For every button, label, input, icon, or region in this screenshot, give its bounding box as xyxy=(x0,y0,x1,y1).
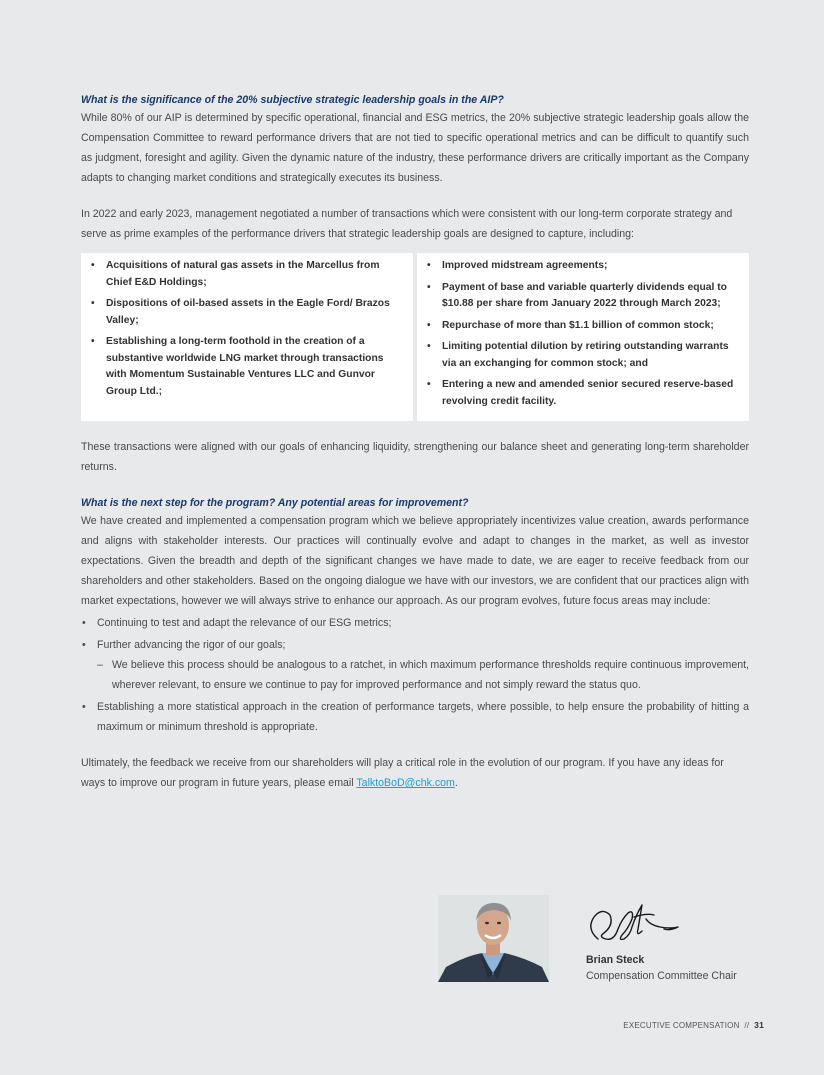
sub-list-item: – We believe this process should be analogous to a ratchet, in which maximum performance thresholds require continuous improvement, wherever relevant, to ensure we continue to pay for improved performance and not simply reward the status quo. xyxy=(97,655,749,695)
question-heading-2: What is the next step for the program? Any potential areas for improvement? xyxy=(81,497,469,509)
signature-image xyxy=(584,899,694,947)
signer-title: Compensation Committee Chair xyxy=(586,970,737,982)
list-item: • Establishing a more statistical approach in the creation of performance targets, where possible, to help ensure the probability of hitting a maximum or minimum threshold is appropriate. xyxy=(81,697,749,737)
email-link[interactable]: TalktoBoD@chk.com xyxy=(356,777,455,789)
signature-block xyxy=(438,895,758,985)
transaction-item: • Repurchase of more than $1.1 billion of common stock; xyxy=(425,318,739,335)
transactions-panel xyxy=(81,253,749,421)
closing-text: Ultimately, the feedback we receive from our shareholders will play a critical role in the evolution of our program. If you have any ideas for ways to improve our program in future years, please email xyxy=(81,757,724,789)
transaction-item: • Acquisitions of natural gas assets in the Marcellus from Chief E&D Holdings; xyxy=(89,258,403,291)
list-item: • Continuing to test and adapt the relevance of our ESG metrics; xyxy=(81,613,749,633)
transaction-item: • Establishing a long-term foothold in the creation of a substantive worldwide LNG market through transactions with Momentum Sustainable Ventures LLC and Gunvor Group Ltd.; xyxy=(89,334,403,400)
closing-paragraph xyxy=(81,753,749,793)
signer-name: Brian Steck xyxy=(586,954,645,966)
page-content xyxy=(81,92,749,793)
list-item xyxy=(81,635,749,695)
transaction-item: • Limiting potential dilution by retiring outstanding warrants via an exchanging for common stock; and xyxy=(425,339,739,372)
intro-paragraph: In 2022 and early 2023, management negotiated a number of transactions which were consistent with our long-term corporate strategy and serve as prime examples of the performance drivers that strategic leadership goals are designed to capture, including: xyxy=(81,208,733,240)
portrait-image xyxy=(438,895,549,982)
transaction-item: • Payment of base and variable quarterly dividends equal to $10.88 per share from January 2022 through March 2023; xyxy=(425,280,739,313)
transaction-item: • Dispositions of oil-based assets in the Eagle Ford/ Brazos Valley; xyxy=(89,296,403,329)
closing-end: . xyxy=(454,777,458,789)
transaction-item: • Entering a new and amended senior secured reserve-based revolving credit facility. xyxy=(425,377,739,410)
answer-paragraph-1: While 80% of our AIP is determined by specific operational, financial and ESG metrics, the 20% subjective strategic leadership goals allow the Compensation Committee to reward performance drivers that are not tied to specific operational metrics and can be difficult to quantify such as judgment, foresight and agility. Given the dynamic nature of the industry, these performance drivers are critically important as the Company adapts to changing market conditions and strategically executes its business. xyxy=(81,112,749,184)
list-item-text: Further advancing the rigor of our goals; xyxy=(97,639,286,651)
transactions-box-left xyxy=(81,253,413,421)
footer-section: EXECUTIVE COMPENSATION xyxy=(623,1021,740,1030)
page-footer xyxy=(623,1020,764,1030)
question-heading-1: What is the significance of the 20% subjective strategic leadership goals in the AIP? xyxy=(81,94,504,106)
footer-separator: // xyxy=(744,1021,750,1030)
answer-paragraph-2: We have created and implemented a compensation program which we believe appropriately incentivizes value creation, awards performance and aligns with stakeholder interests. Our practices will continually evolve and adapt to changes in the market, as well as investor expectations. Given the breadth and depth of the significant changes we have made to date, we are eager to receive feedback from our shareholders and other stakeholders. Based on the ongoing dialogue we have with our investors, we are confident that our practices align with market expectations, however we will always strive to enhance our approach. As our program evolves, future focus areas may include: xyxy=(81,515,749,607)
transaction-item: • Improved midstream agreements; xyxy=(425,258,739,275)
page-number: 31 xyxy=(754,1020,764,1030)
aligned-paragraph: These transactions were aligned with our goals of enhancing liquidity, strengthening our balance sheet and generating long-term shareholder returns. xyxy=(81,441,749,473)
portrait-photo xyxy=(438,895,549,982)
focus-areas-list xyxy=(81,613,749,737)
sub-list xyxy=(97,655,749,695)
transactions-box-right xyxy=(417,253,749,421)
